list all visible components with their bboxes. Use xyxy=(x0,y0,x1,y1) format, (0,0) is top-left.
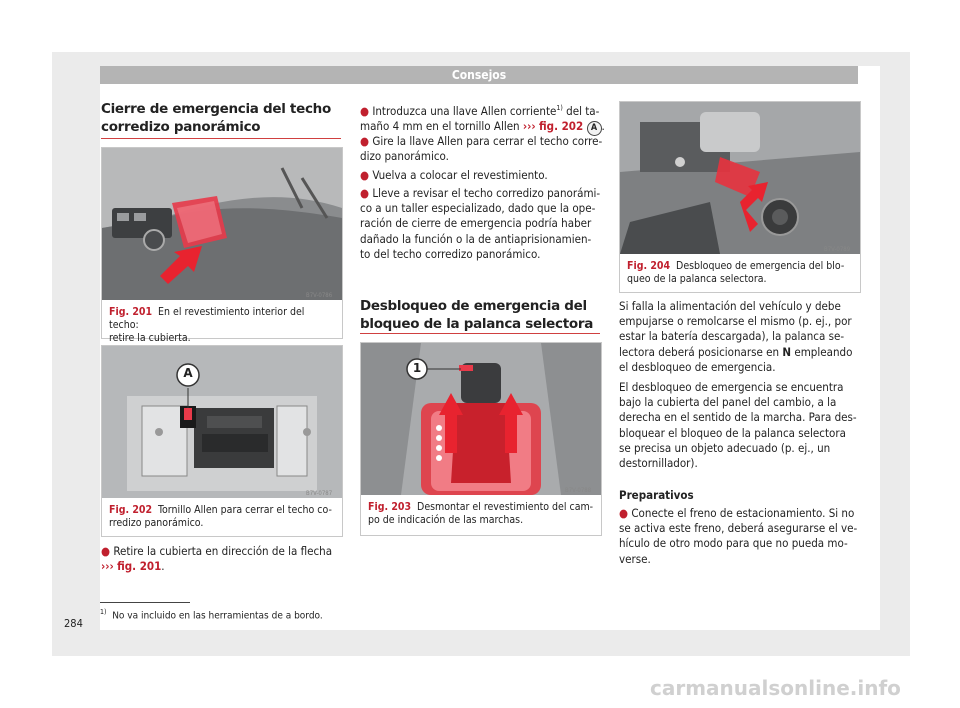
marker-1: 1 xyxy=(412,361,422,375)
paragraph-unlock-location: El desbloqueo de emergencia se encuentra bajo la cubierta del panel del cambio, a la derecha en el sentido de la marcha. Para des- bloquear el bloqueo de la palanca selectora se precisa un objeto adecuado (p. ej., un destornillador). xyxy=(619,380,857,471)
link-fig-201[interactable]: fig. 201 xyxy=(117,559,162,574)
figure-code: B7V-0787 xyxy=(306,490,333,497)
bullet-dot: ● xyxy=(101,544,111,558)
title-rule xyxy=(101,138,341,139)
figure-203 xyxy=(360,342,602,536)
bullet-remove-cover: ● Retire la cubierta en dirección de la flecha ››› fig. 201. xyxy=(101,544,333,574)
figure-204 xyxy=(619,101,861,293)
figure-201-image xyxy=(102,148,342,300)
paragraph-power-failure: Si falla la alimentación del vehículo y debe empujarse o remolcarse el mismo (p. ej., por estar la batería descargada), la palanca se- lectora deberá posicionarse en N empleando el desbloqueo de emergencia. xyxy=(619,299,853,374)
figure-202-caption: Fig. 202 Tornillo Allen para cerrar el techo co- rredizo panorámico. xyxy=(109,504,332,529)
bullet-insert-allen: ● Introduzca una llave Allen corriente$^{1)}$ del ta- maño 4 mm en el tornillo Allen ››› fig. 202 A . xyxy=(360,101,610,136)
bullet-workshop: ● Lleve a revisar el techo corredizo panorámi- co a un taller especializado, dado que la ope- ración de cierre de emergencia podría haber dañado la función o la de antiaprisionamien- to del techo corredizo panorámico. xyxy=(360,186,601,261)
figure-202 xyxy=(101,345,343,537)
bullet-parking-brake: ● Conecte el freno de estacionamiento. Si no se activa este freno, deberá asegurarse el ve- hículo de otro modo para que no pueda mo- verse. xyxy=(619,506,858,566)
subheading-preparativos: Preparativos xyxy=(619,488,694,502)
figure-code: B7V-0788 xyxy=(565,487,592,494)
figure-code: B7V-0786 xyxy=(306,292,333,299)
bullet-refit: ● Vuelva a colocar el revestimiento. xyxy=(360,168,548,182)
figure-204-caption: Fig. 204 Desbloqueo de emergencia del blo- queo de la palanca selectora. xyxy=(627,260,845,285)
figure-201 xyxy=(101,147,343,344)
figure-203-image xyxy=(361,343,601,495)
marker-a: A xyxy=(183,366,193,380)
footnote-rule xyxy=(100,602,190,603)
title-rule xyxy=(360,333,600,334)
figure-201-caption: Fig. 201 En el revestimiento interior del techo: retire la cubierta. xyxy=(109,306,305,344)
bullet-turn-key: ● Gire la llave Allen para cerrar el techo corre- dizo panorámico. xyxy=(360,134,603,164)
section-header: Consejos xyxy=(100,66,858,84)
link-fig-202[interactable]: fig. 202 xyxy=(539,119,584,134)
footnote: $^{1)}$ No va incluido en las herramientas de a bordo. xyxy=(100,608,323,622)
figure-204-image xyxy=(620,102,860,254)
section-title-roof: Cierre de emergencia del techo corredizo panorámico xyxy=(101,101,331,135)
figure-code: B7V-0789 xyxy=(824,246,851,253)
figure-203-caption: Fig. 203 Desmontar el revestimiento del cam- po de indicación de las marchas. xyxy=(368,501,594,526)
figure-202-image xyxy=(102,346,342,498)
watermark: carmanualsonline.info xyxy=(650,676,901,700)
page-number: 284 xyxy=(64,617,83,630)
section-title-selector: Desbloqueo de emergencia del bloqueo de la palanca selectora xyxy=(360,298,594,332)
marker-a-inline: A xyxy=(587,121,602,136)
